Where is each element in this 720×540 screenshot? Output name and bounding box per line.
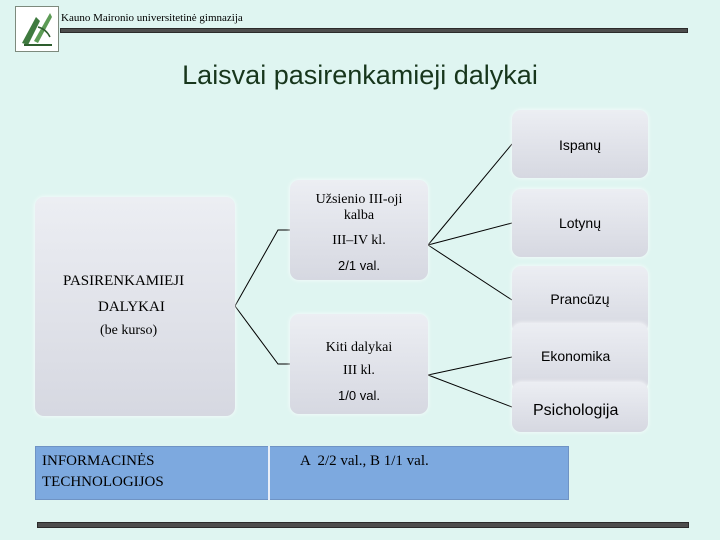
- leaf-ekonomika-label: Ekonomika: [541, 348, 611, 364]
- root-node-line1: PASIRENKAMIEJI: [63, 273, 185, 289]
- page-title: Laisvai pasirenkamieji dalykai: [182, 60, 538, 90]
- other-branch-line3: 1/0 val.: [338, 388, 380, 403]
- language-branch-line3: III–IV kl.: [332, 233, 386, 248]
- it-info-table-left-line1: INFORMACINĖS: [42, 453, 155, 469]
- connector-language-prancuzu: [428, 245, 512, 300]
- connector-root-other: [235, 306, 290, 364]
- language-branch-line4: 2/1 val.: [338, 258, 380, 273]
- language-branch-line2: kalba: [343, 208, 375, 223]
- it-info-table-right-cell: A 2/2 val., B 1/1 val.: [300, 453, 429, 469]
- connector-other-ekonomika: [428, 357, 512, 375]
- it-info-table-divider: [268, 446, 270, 500]
- connector-language-lotynu: [428, 223, 512, 245]
- root-node-line3: (be kurso): [100, 323, 158, 338]
- language-branch-line1: Užsienio III-oji: [315, 192, 403, 207]
- connector-other-psichologija: [428, 375, 512, 407]
- leaf-prancuzu-label: Prancūzų: [550, 291, 610, 307]
- root-node-line2: DALYKAI: [98, 299, 165, 315]
- leaf-ispanu-label: Ispanų: [558, 137, 602, 153]
- it-info-table-left-line2: TECHNOLOGIJOS: [42, 474, 164, 490]
- leaf-lotynu-label: Lotynų: [558, 215, 602, 231]
- school-name: Kauno Maironio universitetinė gimnazija: [61, 12, 243, 24]
- bottom-divider: [37, 522, 689, 528]
- connector-language-ispanu: [428, 144, 512, 245]
- other-branch-line1: Kiti dalykai: [325, 340, 393, 355]
- connector-root-language: [235, 230, 290, 306]
- other-branch-line2: III kl.: [343, 363, 375, 378]
- leaf-psichologija-label: Psichologija: [533, 402, 619, 419]
